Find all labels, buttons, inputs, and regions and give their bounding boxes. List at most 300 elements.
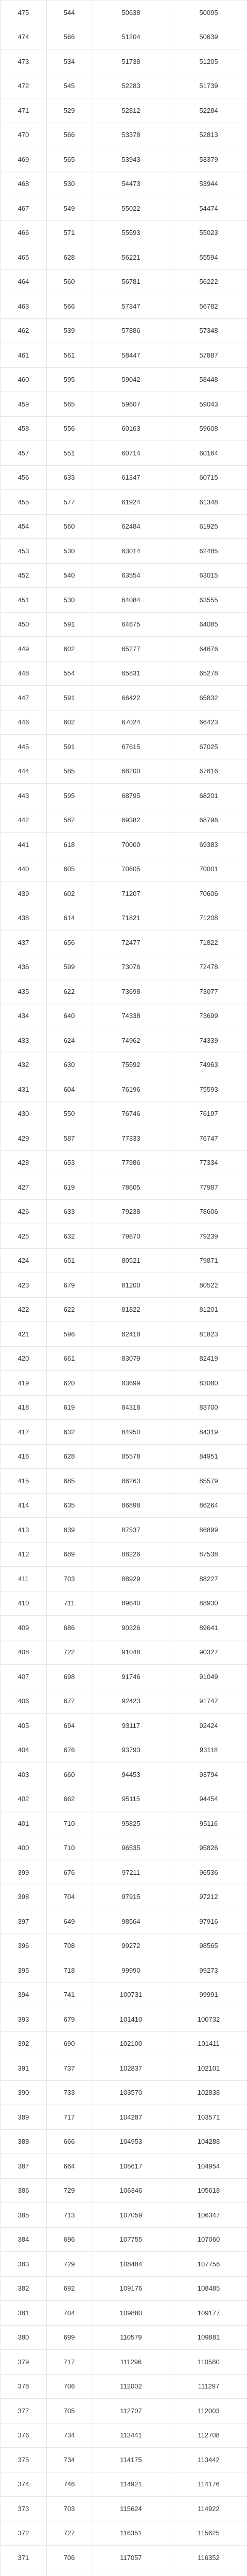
score-cell: 386: [1, 2178, 47, 2203]
score-cell: 390: [1, 2080, 47, 2105]
count-cell: 560: [47, 514, 92, 539]
cumulative-end-cell: 81200: [92, 1273, 170, 1298]
cumulative-start-cell: 70001: [170, 857, 247, 882]
score-cell: 420: [1, 1346, 47, 1371]
cumulative-start-cell: 57348: [170, 318, 247, 343]
count-cell: 703: [47, 1567, 92, 1591]
table-row: [1, 2276, 247, 2301]
cumulative-end-cell: 52812: [92, 98, 170, 123]
table-row: [1, 1, 247, 25]
score-cell: 468: [1, 172, 47, 196]
score-cell: 387: [1, 2154, 47, 2179]
table-row: [1, 1640, 247, 1665]
cumulative-end-cell: 61924: [92, 490, 170, 515]
table-row: [1, 2080, 247, 2105]
table-row: [1, 637, 247, 662]
count-cell: 595: [47, 367, 92, 392]
score-cell: 431: [1, 1077, 47, 1102]
cumulative-start-cell: 96536: [170, 1860, 247, 1885]
cumulative-start-cell: 73077: [170, 979, 247, 1004]
score-cell: 401: [1, 1811, 47, 1836]
table-row: [1, 2056, 247, 2081]
cumulative-start-cell: 67616: [170, 759, 247, 784]
table-row: [1, 2129, 247, 2154]
cumulative-end-cell: 84318: [92, 1395, 170, 1420]
cumulative-start-cell: 53379: [170, 147, 247, 172]
score-cell: 392: [1, 2031, 47, 2056]
score-cell: 424: [1, 1248, 47, 1273]
count-cell: 595: [47, 784, 92, 808]
score-cell: 464: [1, 269, 47, 294]
cumulative-start-cell: 76197: [170, 1101, 247, 1126]
cumulative-end-cell: 114921: [92, 2472, 170, 2497]
cumulative-end-cell: 53943: [92, 147, 170, 172]
cumulative-start-cell: 86899: [170, 1518, 247, 1543]
count-cell: 710: [47, 1811, 92, 1836]
cumulative-end-cell: 62484: [92, 514, 170, 539]
cumulative-start-cell: 90327: [170, 1640, 247, 1665]
score-cell: 445: [1, 735, 47, 759]
cumulative-start-cell: 77334: [170, 1150, 247, 1175]
cumulative-end-cell: 117057: [92, 2546, 170, 2570]
cumulative-end-cell: 75592: [92, 1053, 170, 1077]
score-table-body: [1, 1, 247, 2576]
count-cell: 577: [47, 490, 92, 515]
table-row: [1, 392, 247, 417]
count-cell: 708: [47, 1934, 92, 1958]
score-cell: 423: [1, 1273, 47, 1298]
count-cell: 710: [47, 1836, 92, 1860]
count-cell: 733: [47, 2080, 92, 2105]
cumulative-start-cell: 91747: [170, 1689, 247, 1714]
table-row: [1, 123, 247, 147]
cumulative-start-cell: 67025: [170, 735, 247, 759]
cumulative-start-cell: 112708: [170, 2423, 247, 2448]
cumulative-start-cell: 78606: [170, 1199, 247, 1224]
cumulative-end-cell: 61347: [92, 465, 170, 490]
score-cell: 450: [1, 612, 47, 637]
table-row: [1, 1885, 247, 1909]
table-row: [1, 1346, 247, 1371]
table-row: [1, 2325, 247, 2350]
count-cell: 624: [47, 1028, 92, 1053]
score-cell: 389: [1, 2105, 47, 2130]
cumulative-start-cell: 56782: [170, 294, 247, 319]
count-cell: 544: [47, 1, 92, 25]
count-cell: 565: [47, 392, 92, 417]
table-row: [1, 2252, 247, 2277]
cumulative-end-cell: 78605: [92, 1175, 170, 1200]
count-cell: 549: [47, 196, 92, 221]
table-row: [1, 441, 247, 466]
cumulative-end-cell: 108484: [92, 2252, 170, 2277]
count-cell: 729: [47, 2178, 92, 2203]
cumulative-end-cell: 50638: [92, 1, 170, 25]
cumulative-end-cell: 68200: [92, 759, 170, 784]
cumulative-start-cell: 100732: [170, 2007, 247, 2032]
score-cell: 371: [1, 2546, 47, 2570]
count-cell: 679: [47, 2007, 92, 2032]
count-cell: 545: [47, 74, 92, 98]
score-cell: 402: [1, 1787, 47, 1811]
cumulative-start-cell: 54474: [170, 196, 247, 221]
table-row: [1, 1836, 247, 1860]
table-row: [1, 1444, 247, 1469]
score-cell: 459: [1, 392, 47, 417]
table-row: [1, 196, 247, 221]
cumulative-end-cell: 70000: [92, 833, 170, 857]
score-cell: 447: [1, 686, 47, 710]
cumulative-start-cell: 81201: [170, 1297, 247, 1322]
cumulative-end-cell: 99272: [92, 1934, 170, 1958]
cumulative-start-cell: 110580: [170, 2350, 247, 2375]
score-cell: 391: [1, 2056, 47, 2081]
count-cell: 699: [47, 2325, 92, 2350]
table-row: [1, 882, 247, 906]
score-cell: 375: [1, 2448, 47, 2472]
score-cell: 372: [1, 2521, 47, 2546]
cumulative-start-cell: 88930: [170, 1591, 247, 1616]
count-cell: 628: [47, 1444, 92, 1469]
table-row: [1, 1860, 247, 1885]
count-cell: 706: [47, 2546, 92, 2570]
cumulative-end-cell: [92, 2570, 170, 2576]
table-row: [1, 514, 247, 539]
cumulative-end-cell: 110579: [92, 2325, 170, 2350]
count-cell: 734: [47, 2448, 92, 2472]
cumulative-start-cell: 95826: [170, 1836, 247, 1860]
table-row: [1, 2472, 247, 2497]
cumulative-start-cell: 86264: [170, 1493, 247, 1518]
count-cell: 689: [47, 1542, 92, 1567]
cumulative-start-cell: 88227: [170, 1567, 247, 1591]
count-cell: 662: [47, 1787, 92, 1811]
score-cell: 440: [1, 857, 47, 882]
cumulative-end-cell: 71821: [92, 906, 170, 930]
table-row: [1, 735, 247, 759]
table-row: [1, 2374, 247, 2399]
cumulative-end-cell: 76196: [92, 1077, 170, 1102]
cumulative-start-cell: 79871: [170, 1248, 247, 1273]
cumulative-end-cell: 91048: [92, 1640, 170, 1665]
cumulative-end-cell: 68795: [92, 784, 170, 808]
score-cell: 399: [1, 1860, 47, 1885]
score-cell: 416: [1, 1444, 47, 1469]
count-cell: 534: [47, 49, 92, 74]
cumulative-end-cell: 56781: [92, 269, 170, 294]
table-row: [1, 1542, 247, 1567]
count-cell: 630: [47, 1053, 92, 1077]
score-cell: 434: [1, 1004, 47, 1028]
table-row: [1, 1395, 247, 1420]
table-row: [1, 490, 247, 515]
score-cell: 453: [1, 539, 47, 564]
score-cell: 438: [1, 906, 47, 930]
table-row: [1, 245, 247, 270]
cumulative-end-cell: 59042: [92, 367, 170, 392]
score-cell: 442: [1, 808, 47, 833]
count-cell: 599: [47, 955, 92, 979]
cumulative-start-cell: 53944: [170, 172, 247, 196]
cumulative-end-cell: 52283: [92, 74, 170, 98]
table-row: [1, 588, 247, 613]
score-cell: 439: [1, 882, 47, 906]
cumulative-start-cell: 71208: [170, 906, 247, 930]
count-cell: 591: [47, 686, 92, 710]
cumulative-start-cell: 103571: [170, 2105, 247, 2130]
count-cell: 729: [47, 2252, 92, 2277]
cumulative-end-cell: 86898: [92, 1493, 170, 1518]
table-row: [1, 1762, 247, 1787]
table-row: [1, 1689, 247, 1714]
table-row: [1, 1665, 247, 1689]
score-cell: 419: [1, 1371, 47, 1396]
table-row: [1, 1248, 247, 1273]
cumulative-end-cell: 67615: [92, 735, 170, 759]
count-cell: 539: [47, 318, 92, 343]
cumulative-end-cell: 55022: [92, 196, 170, 221]
cumulative-end-cell: 91746: [92, 1665, 170, 1689]
cumulative-end-cell: 114175: [92, 2448, 170, 2472]
table-row: [1, 1518, 247, 1543]
table-row: [1, 172, 247, 196]
score-cell: 413: [1, 1518, 47, 1543]
count-cell: 614: [47, 906, 92, 930]
score-cell: 377: [1, 2399, 47, 2424]
table-row: [1, 1028, 247, 1053]
score-cell: 456: [1, 465, 47, 490]
score-cell: 406: [1, 1689, 47, 1714]
score-cell: 472: [1, 74, 47, 98]
cumulative-start-cell: 56222: [170, 269, 247, 294]
count-cell: 633: [47, 1199, 92, 1224]
cumulative-end-cell: 106346: [92, 2178, 170, 2203]
count-cell: 722: [47, 1640, 92, 1665]
cumulative-start-cell: 51205: [170, 49, 247, 74]
cumulative-start-cell: 106347: [170, 2203, 247, 2228]
cumulative-end-cell: 65277: [92, 637, 170, 662]
count-cell: 556: [47, 416, 92, 441]
table-row: [1, 1150, 247, 1175]
cumulative-start-cell: 59043: [170, 392, 247, 417]
count-cell: 696: [47, 2227, 92, 2252]
score-cell: 395: [1, 1958, 47, 1983]
count-cell: 676: [47, 1738, 92, 1762]
cumulative-start-cell: 93118: [170, 1738, 247, 1762]
score-cell: 408: [1, 1640, 47, 1665]
table-row: [1, 367, 247, 392]
cumulative-start-cell: 83080: [170, 1371, 247, 1396]
count-cell: 666: [47, 2129, 92, 2154]
count-cell: 566: [47, 294, 92, 319]
score-cell: 417: [1, 1420, 47, 1445]
cumulative-end-cell: 97915: [92, 1885, 170, 1909]
table-row: [1, 1591, 247, 1616]
cumulative-end-cell: 54473: [92, 172, 170, 196]
count-cell: 604: [47, 1077, 92, 1102]
cumulative-start-cell: 52284: [170, 98, 247, 123]
cumulative-end-cell: 70605: [92, 857, 170, 882]
cumulative-start-cell: 50095: [170, 1, 247, 25]
score-cell: 435: [1, 979, 47, 1004]
score-cell: 422: [1, 1297, 47, 1322]
cumulative-end-cell: 81822: [92, 1297, 170, 1322]
cumulative-end-cell: 102837: [92, 2056, 170, 2081]
cumulative-end-cell: 100731: [92, 1982, 170, 2007]
table-row: [1, 979, 247, 1004]
cumulative-end-cell: 101410: [92, 2007, 170, 2032]
count-cell: 591: [47, 612, 92, 637]
score-cell: 407: [1, 1665, 47, 1689]
count-cell: 639: [47, 1518, 92, 1543]
count-cell: 560: [47, 269, 92, 294]
score-cell: 449: [1, 637, 47, 662]
score-cell: 385: [1, 2203, 47, 2228]
cumulative-end-cell: 73698: [92, 979, 170, 1004]
count-cell: 664: [47, 2154, 92, 2179]
count-cell: 704: [47, 2301, 92, 2326]
table-row: [1, 2546, 247, 2570]
cumulative-end-cell: 107059: [92, 2203, 170, 2228]
count-cell: 661: [47, 1346, 92, 1371]
cumulative-end-cell: 64084: [92, 588, 170, 613]
score-cell: 432: [1, 1053, 47, 1077]
table-row: [1, 25, 247, 49]
count-cell: 717: [47, 2105, 92, 2130]
cumulative-start-cell: 93794: [170, 1762, 247, 1787]
table-row: [1, 2227, 247, 2252]
table-row: [1, 612, 247, 637]
score-cell: 418: [1, 1395, 47, 1420]
table-row: [1, 1934, 247, 1958]
count-cell: 565: [47, 147, 92, 172]
count-cell: 685: [47, 1469, 92, 1494]
cumulative-start-cell: 68201: [170, 784, 247, 808]
cumulative-end-cell: 98564: [92, 1909, 170, 1934]
cumulative-start-cell: 83700: [170, 1395, 247, 1420]
cumulative-end-cell: 63554: [92, 563, 170, 588]
score-cell: 474: [1, 25, 47, 49]
table-row: [1, 74, 247, 98]
cumulative-start-cell: 73699: [170, 1004, 247, 1028]
table-row: [1, 930, 247, 955]
cumulative-end-cell: 79870: [92, 1224, 170, 1249]
table-row: [1, 710, 247, 735]
table-row: [1, 416, 247, 441]
cumulative-end-cell: 109880: [92, 2301, 170, 2326]
table-row: [1, 2570, 247, 2576]
score-cell: 446: [1, 710, 47, 735]
cumulative-start-cell: 107756: [170, 2252, 247, 2277]
score-cell: 457: [1, 441, 47, 466]
score-cell: 463: [1, 294, 47, 319]
count-cell: 698: [47, 1665, 92, 1689]
score-cell: 441: [1, 833, 47, 857]
score-cell: 448: [1, 661, 47, 686]
score-cell: 376: [1, 2423, 47, 2448]
cumulative-start-cell: 102838: [170, 2080, 247, 2105]
cumulative-end-cell: 93793: [92, 1738, 170, 1762]
cumulative-start-cell: 94454: [170, 1787, 247, 1811]
table-row: [1, 686, 247, 710]
cumulative-end-cell: 51204: [92, 25, 170, 49]
count-cell: 605: [47, 857, 92, 882]
table-row: [1, 147, 247, 172]
cumulative-start-cell: 99991: [170, 1982, 247, 2007]
count-cell: 690: [47, 2031, 92, 2056]
cumulative-start-cell: 70606: [170, 882, 247, 906]
score-cell: 461: [1, 343, 47, 368]
cumulative-end-cell: 82418: [92, 1322, 170, 1347]
table-row: [1, 2301, 247, 2326]
cumulative-end-cell: 57347: [92, 294, 170, 319]
cumulative-end-cell: 80521: [92, 1248, 170, 1273]
score-cell: 460: [1, 367, 47, 392]
count-cell: 734: [47, 2423, 92, 2448]
table-row: [1, 1493, 247, 1518]
score-cell: 421: [1, 1322, 47, 1347]
cumulative-start-cell: 113442: [170, 2448, 247, 2472]
cumulative-start-cell: 72478: [170, 955, 247, 979]
score-cell: 436: [1, 955, 47, 979]
count-cell: 635: [47, 1493, 92, 1518]
cumulative-end-cell: 115624: [92, 2497, 170, 2521]
cumulative-end-cell: 89640: [92, 1591, 170, 1616]
count-cell: 711: [47, 1591, 92, 1616]
cumulative-end-cell: 51738: [92, 49, 170, 74]
cumulative-end-cell: 74338: [92, 1004, 170, 1028]
cumulative-end-cell: 58447: [92, 343, 170, 368]
count-cell: 591: [47, 735, 92, 759]
cumulative-end-cell: 102100: [92, 2031, 170, 2056]
cumulative-start-cell: 55594: [170, 245, 247, 270]
score-cell: 384: [1, 2227, 47, 2252]
table-row: [1, 294, 247, 319]
score-cell: 429: [1, 1126, 47, 1151]
table-row: [1, 1175, 247, 1200]
count-cell: 587: [47, 808, 92, 833]
cumulative-start-cell: 65832: [170, 686, 247, 710]
cumulative-start-cell: 111297: [170, 2374, 247, 2399]
cumulative-start-cell: 102101: [170, 2056, 247, 2081]
count-cell: 622: [47, 1297, 92, 1322]
count-cell: 649: [47, 1909, 92, 1934]
count-cell: [47, 2570, 92, 2576]
count-cell: 718: [47, 1958, 92, 1983]
cumulative-start-cell: 104288: [170, 2129, 247, 2154]
count-cell: 632: [47, 1420, 92, 1445]
cumulative-end-cell: 77986: [92, 1150, 170, 1175]
cumulative-end-cell: 88929: [92, 1567, 170, 1591]
count-cell: 694: [47, 1714, 92, 1738]
cumulative-end-cell: 90326: [92, 1616, 170, 1640]
table-row: [1, 2521, 247, 2546]
count-cell: 653: [47, 1150, 92, 1175]
cumulative-end-cell: 113441: [92, 2423, 170, 2448]
cumulative-end-cell: 55593: [92, 221, 170, 245]
table-row: [1, 2031, 247, 2056]
cumulative-end-cell: 59607: [92, 392, 170, 417]
cumulative-start-cell: 116352: [170, 2546, 247, 2570]
cumulative-end-cell: 79238: [92, 1199, 170, 1224]
table-row: [1, 1420, 247, 1445]
cumulative-end-cell: 111296: [92, 2350, 170, 2375]
cumulative-start-cell: 66423: [170, 710, 247, 735]
cumulative-start-cell: 91049: [170, 1665, 247, 1689]
cumulative-end-cell: 96535: [92, 1836, 170, 1860]
cumulative-start-cell: 61348: [170, 490, 247, 515]
table-row: [1, 1787, 247, 1811]
